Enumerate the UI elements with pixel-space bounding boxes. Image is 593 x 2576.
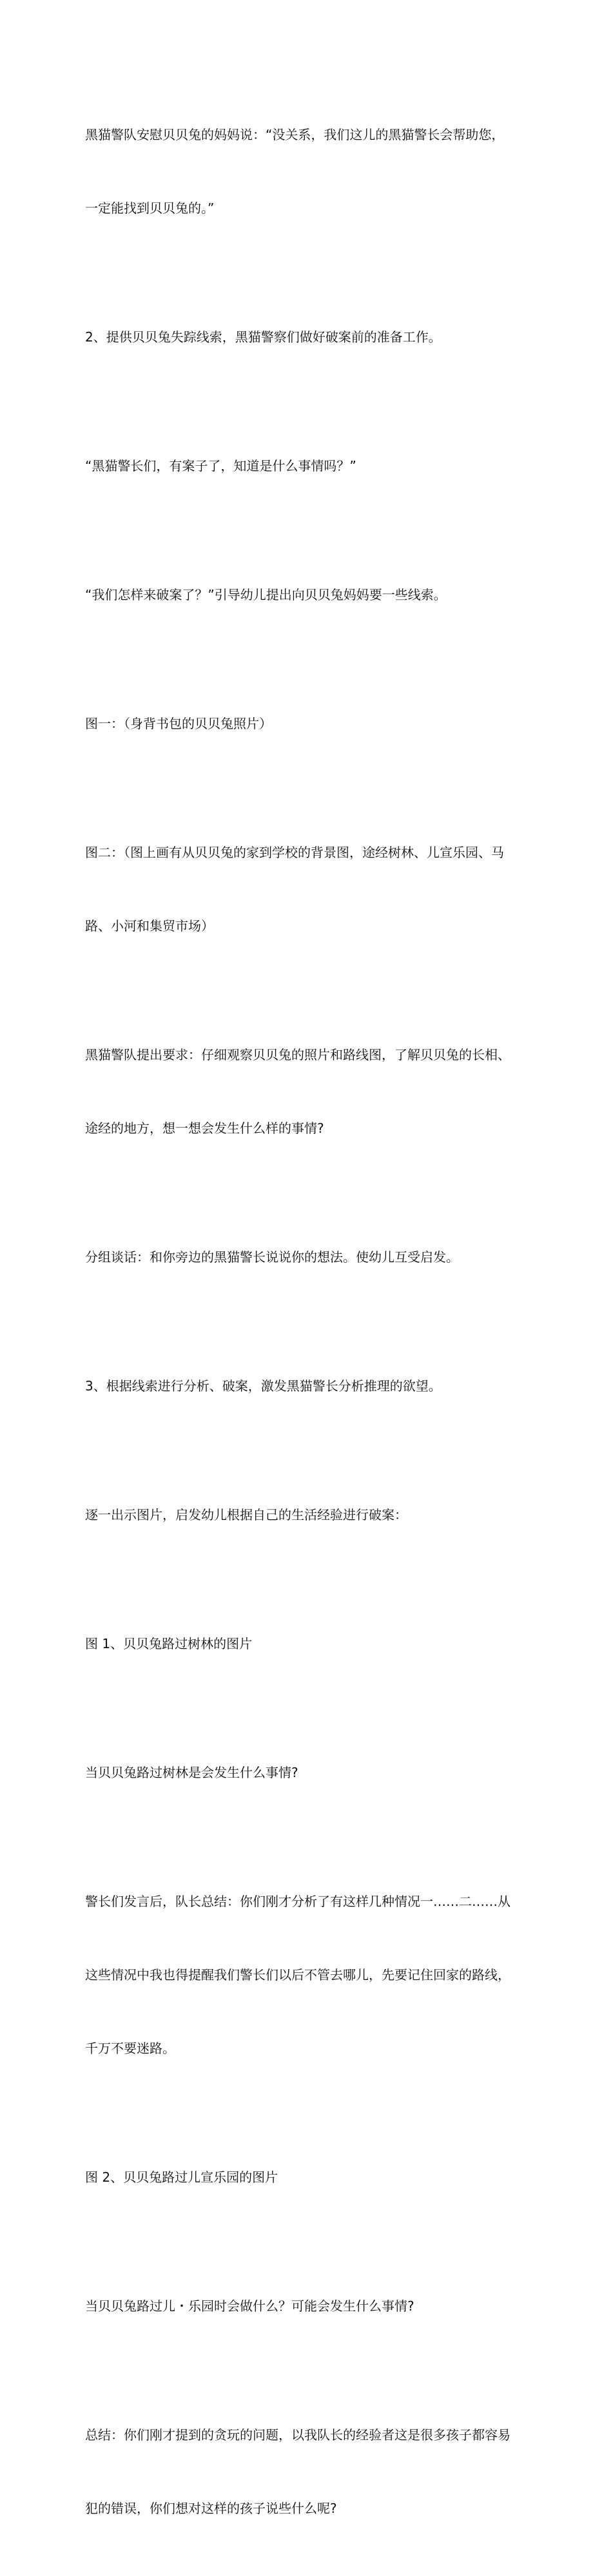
text-line: 黑猫警队提出要求：仔细观察贝贝兔的照片和路线图，了解贝贝兔的长相、 bbox=[85, 1047, 510, 1062]
text-line: 路、小河和集贸市场） bbox=[85, 918, 214, 934]
text-line: 千万不要迷路。 bbox=[85, 2041, 175, 2056]
text-line: 图二：（图上画有从贝贝兔的家到学校的背景图，途经树林、儿宣乐园、马 bbox=[85, 845, 504, 860]
paragraph-question-case bbox=[85, 405, 523, 527]
text-line: 逐一出示图片，启发幼儿根据自己的生活经验进行破案： bbox=[85, 1507, 407, 1523]
text-line: “我们怎样来破案了？”引导幼儿提出向贝贝兔妈妈要一些线索。 bbox=[85, 587, 447, 602]
paragraph-show-pictures bbox=[85, 1454, 523, 1576]
paragraph-requirement bbox=[85, 994, 523, 1189]
document-body bbox=[85, 73, 523, 2576]
paragraph-figure-1 bbox=[85, 1582, 523, 1705]
paragraph-figure-two bbox=[85, 791, 523, 987]
text-line: 3、根据线索进行分析、破案，激发黑猫警长分析推理的欲望。 bbox=[85, 1378, 442, 1394]
paragraph-summary-forest bbox=[85, 1840, 523, 2110]
text-line: 警长们发言后，队长总结：你们刚才分析了有这样几种情况一……二……从 bbox=[85, 1894, 510, 1909]
text-line: 总结：你们刚才提到的贪玩的问题，以我队长的经验者这是很多孩子都容易 bbox=[85, 2427, 510, 2443]
text-line: 2、提供贝贝兔失踪线索，黑猫警察们做好破案前的准备工作。 bbox=[85, 329, 442, 345]
text-line: 一定能找到贝贝兔的。” bbox=[85, 200, 215, 216]
text-line: 当贝贝兔路过儿・乐园时会做什么？可能会发生什么事情? bbox=[85, 2298, 414, 2314]
paragraph-question-how bbox=[85, 533, 523, 656]
section-heading-3 bbox=[85, 1325, 523, 1447]
paragraph-group-talk bbox=[85, 1196, 523, 1318]
text-line: 图 2、贝贝兔路过儿宣乐园的图片 bbox=[85, 2169, 278, 2185]
paragraph-figure-one bbox=[85, 662, 523, 785]
text-line: 途经的地方，想一想会发生什么样的事情? bbox=[85, 1120, 324, 1136]
text-line: 黑猫警队安慰贝贝兔的妈妈说：“没关系，我们这儿的黑猫警长会帮助您， bbox=[85, 127, 505, 142]
section-heading-2 bbox=[85, 276, 523, 398]
paragraph-question-park bbox=[85, 2245, 523, 2367]
paragraph-summary-park bbox=[85, 2374, 523, 2570]
text-line: 图 1、贝贝兔路过树林的图片 bbox=[85, 1636, 253, 1651]
text-line: 犯的错误，你们想对这样的孩子说些什么呢? bbox=[85, 2501, 337, 2516]
text-line: 当贝贝兔路过树林是会发生什么事情? bbox=[85, 1765, 298, 1780]
text-line: “黑猫警长们，有案子了，知道是什么事情吗？” bbox=[85, 458, 356, 474]
paragraph-question-forest bbox=[85, 1711, 523, 1834]
text-line: 图一：（身背书包的贝贝兔照片） bbox=[85, 716, 272, 731]
text-line: 这些情况中我也得提醒我们警长们以后不管去哪儿，先要记住回家的路线， bbox=[85, 1967, 510, 1983]
paragraph-figure-2 bbox=[85, 2116, 523, 2238]
paragraph-comfort bbox=[85, 73, 523, 269]
text-line: 分组谈话：和你旁边的黑猫警长说说你的想法。使幼儿互受启发。 bbox=[85, 1249, 459, 1265]
